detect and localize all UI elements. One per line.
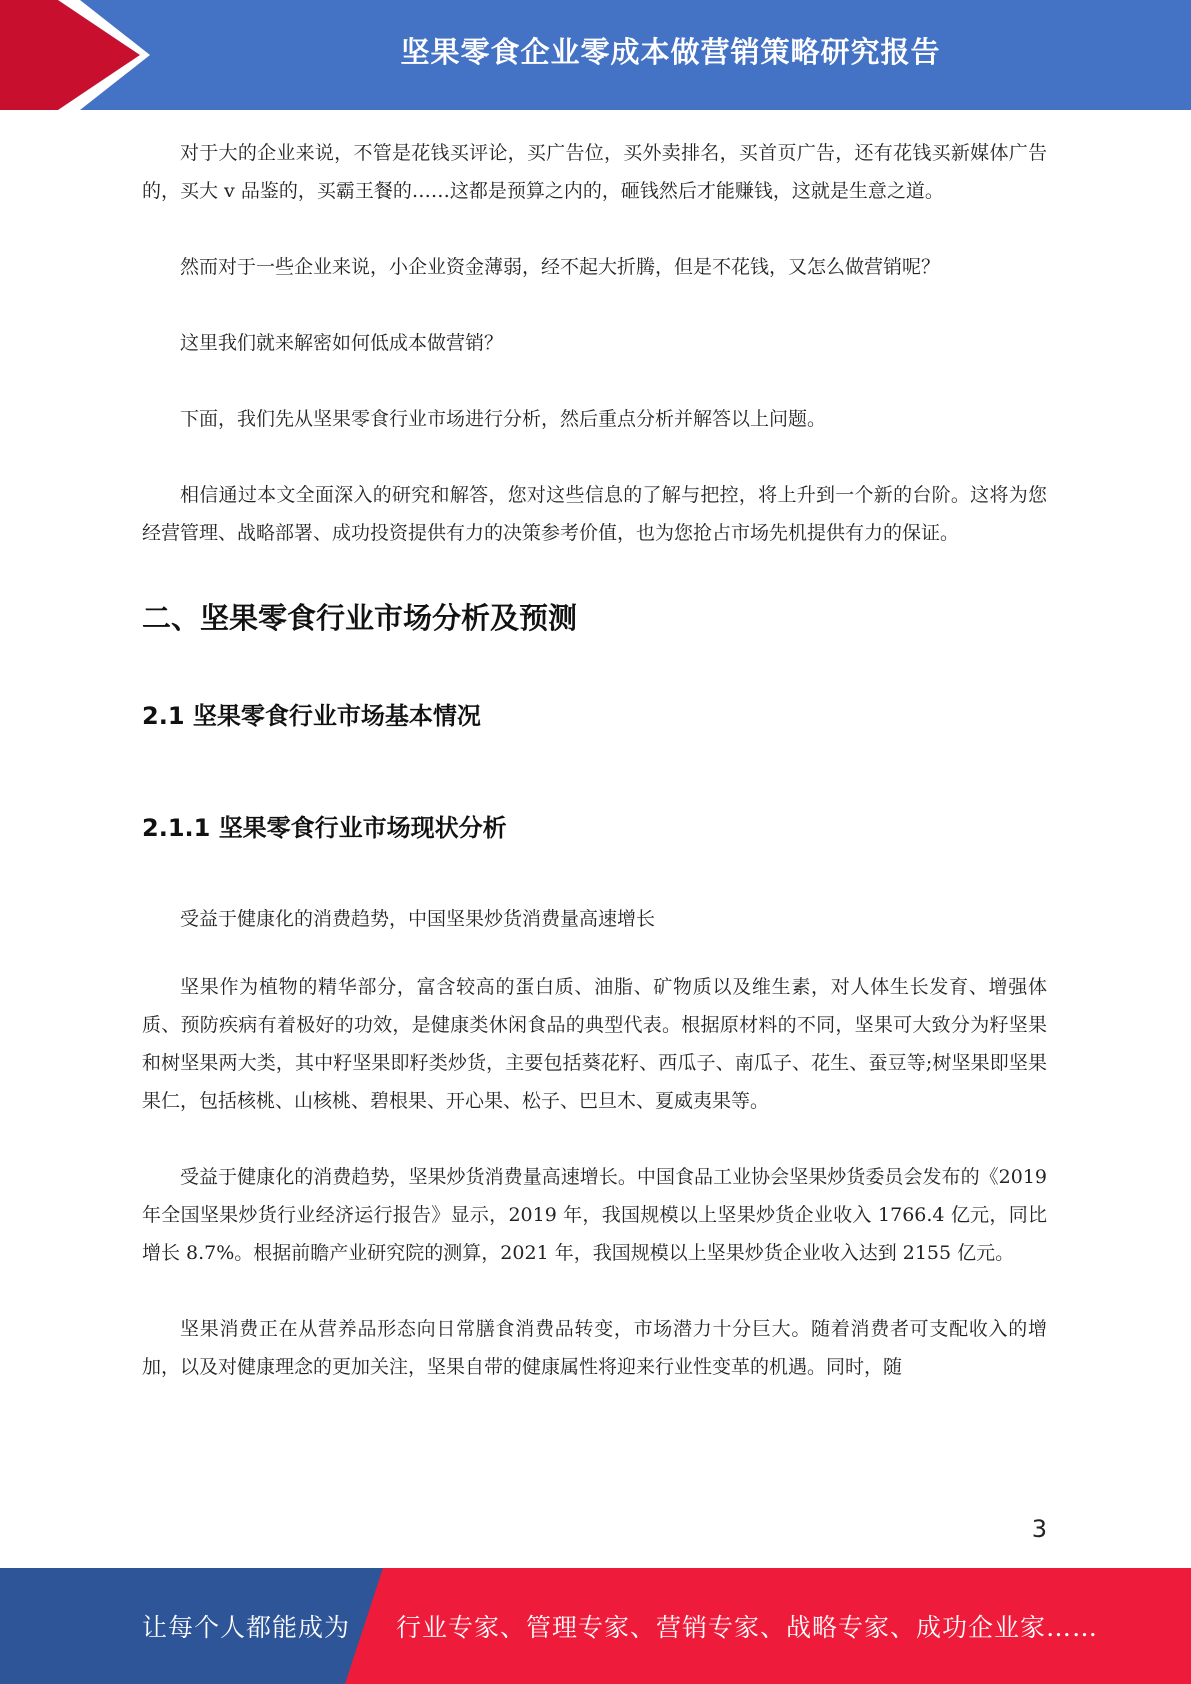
page-footer — [0, 1568, 1191, 1684]
section-heading: 二、坚果零食行业市场分析及预测 — [142, 601, 578, 635]
page-header — [0, 0, 1191, 110]
footer-slogan-left: 让每个人都能成为 — [142, 1613, 351, 1642]
paragraph: 对于大的企业来说，不管是花钱买评论，买广告位，买外卖排名，买首页广告，还有花钱买新媒体广告的，买大 v 品鉴的，买霸王餐的……这都是预算之内的，砸钱然后才能赚钱，这就是生意之道。 — [142, 142, 1047, 202]
paragraph: 下面，我们先从坚果零食行业市场进行分析，然后重点分析并解答以上问题。 — [180, 408, 827, 430]
paragraph: 然而对于一些企业来说，小企业资金薄弱，经不起大折腾，但是不花钱，又怎么做营销呢？ — [180, 256, 941, 278]
subsection-heading: 2.1 坚果零食行业市场基本情况 — [142, 702, 481, 730]
paragraph: 坚果消费正在从营养品形态向日常膳食消费品转变，市场潜力十分巨大。随着消费者可支配收入的增加，以及对健康理念的更加关注，坚果自带的健康属性将迎来行业性变革的机遇。同时，随 — [142, 1318, 1047, 1378]
document-body — [142, 134, 1047, 1386]
paragraph: 坚果作为植物的精华部分，富含较高的蛋白质、油脂、矿物质以及维生素，对人体生长发育、增强体质、预防疾病有着极好的功效，是健康类休闲食品的典型代表。根据原材料的不同，坚果可大致分为籽坚果和树坚果两大类，其中籽坚果即籽类炒货，主要包括葵花籽、西瓜子、南瓜子、花生、蚕豆等;树坚果即坚果果仁，包括核桃、山核桃、碧根果、开心果、松子、巴旦木、夏威夷果等。 — [142, 976, 1047, 1112]
paragraph: 受益于健康化的消费趋势，中国坚果炒货消费量高速增长 — [180, 908, 656, 930]
page-number: 3 — [1031, 1515, 1047, 1543]
paragraph: 相信通过本文全面深入的研究和解答，您对这些信息的了解与把控，将上升到一个新的台阶。这将为您经营管理、战略部署、成功投资提供有力的决策参考价值，也为您抢占市场先机提供有力的保证。 — [142, 484, 1047, 544]
header-title: 坚果零食企业零成本做营销策略研究报告 — [400, 34, 941, 69]
paragraph: 受益于健康化的消费趋势，坚果炒货消费量高速增长。中国食品工业协会坚果炒货委员会发布的《2019 年全国坚果炒货行业经济运行报告》显示，2019 年，我国规模以上坚果炒货企业收入 1766.4 亿元，同比增长 8.7%。根据前瞻产业研究院的测算，2021 年，我国规模以上坚果炒货企业收入达到 2155 亿元。 — [142, 1166, 1047, 1264]
header-chevron-decoration — [0, 0, 160, 110]
paragraph: 这里我们就来解密如何低成本做营销？ — [180, 332, 504, 354]
subsubsection-heading: 2.1.1 坚果零食行业市场现状分析 — [142, 814, 507, 842]
footer-slogan-right: 行业专家、管理专家、营销专家、战略专家、成功企业家…… — [396, 1613, 1099, 1642]
